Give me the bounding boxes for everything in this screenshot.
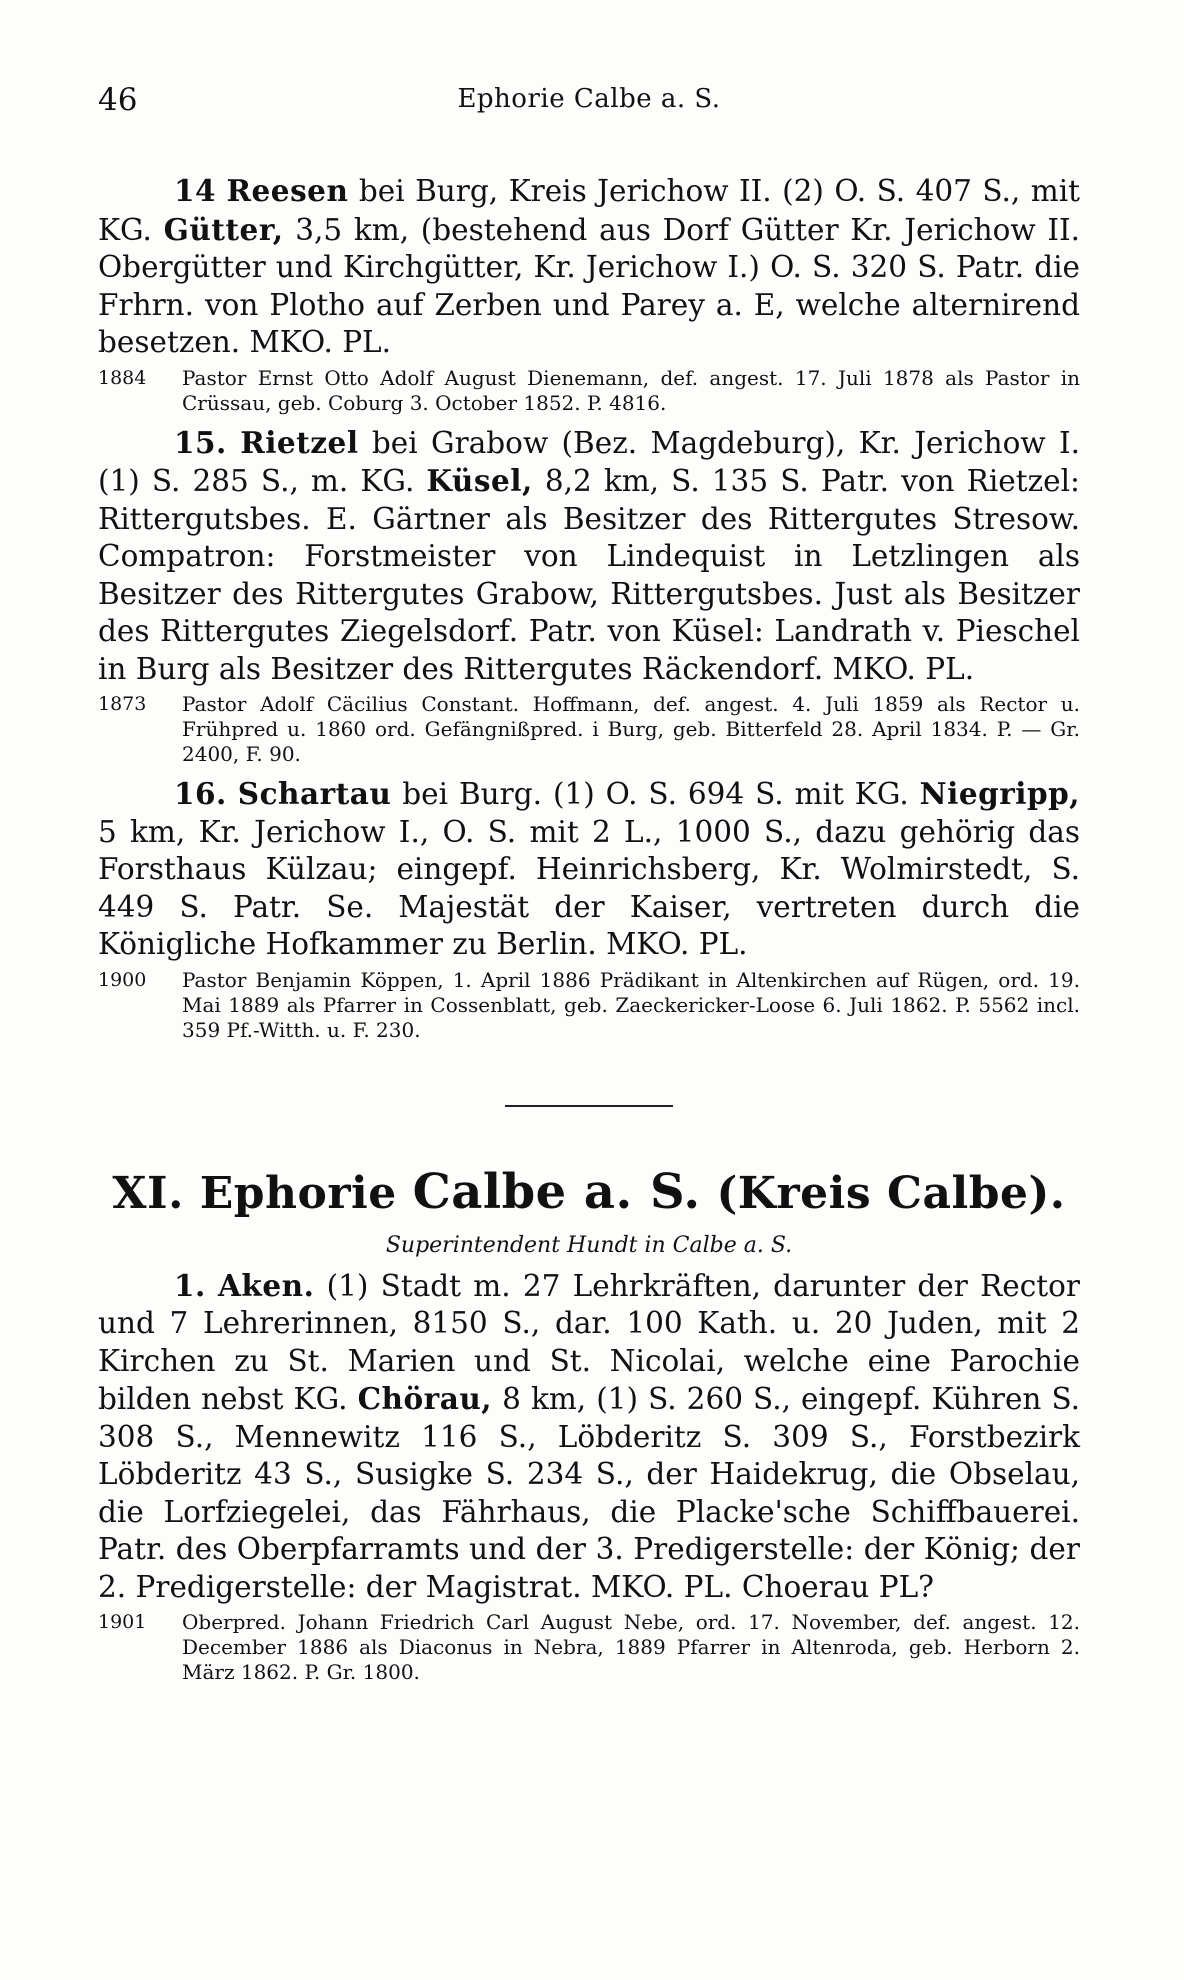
entry-body: bei Burg, Kreis Jerichow II. (2) O. S. 407 S., mit KG. — [98, 174, 1080, 247]
pastor-note — [98, 366, 1080, 416]
pastor-text: Pastor Benjamin Köppen, 1. April 1886 Prädikant in Altenkirchen auf Rügen, ord. 19. Mai 1889 als Pfarrer in Cossenblatt, geb. Zaeckericker-Loose 6. Juli 1862. P. 5562 incl. 359 Pf.-Witth. u. F. 230. — [182, 967, 1080, 1042]
parish-entry — [98, 1267, 1080, 1686]
section-title-suffix: (Kreis Calbe). — [700, 1167, 1066, 1219]
section-title-place: Calbe a. S. — [412, 1163, 701, 1220]
entry-subparish: Chörau, — [357, 1381, 493, 1416]
entry-body-continued: 8,2 km, S. 135 S. Patr. von Rietzel: Rittergutsbes. E. Gärtner als Besitzer des Rittergutes Stresow. Compatron: Forstmeister von Lindequist in Letzlingen als Besitzer des Rittergutes Grabow, Rittergutsbes. Just als Besitzer des Rittergutes Ziegelsdorf. Patr. von Küsel: Landrath v. Pieschel in Burg als Besitzer des Rittergutes Räckendorf. MKO. PL. — [98, 464, 1080, 686]
section-title-prefix: XI. Ephorie — [112, 1167, 413, 1219]
parish-entry — [98, 775, 1080, 1043]
entry-body: bei Grabow (Bez. Magdeburg), Kr. Jerichow I. (1) S. 285 S., m. KG. — [98, 425, 1080, 498]
pastor-year: 1900 — [98, 968, 147, 991]
entry-subparish: Küsel, — [426, 463, 533, 498]
entry-body-continued: 8 km, (1) S. 260 S., eingepf. Kühren S. 308 S., Mennewitz 116 S., Löbderitz S. 309 S., Forstbezirk Löbderitz 43 S., Susigke S. 234 S., der Haidekrug, die Obselau, die Lorfziegelei, das Fährhaus, die Placke'sche Schiffbauerei. Patr. des Oberpfarramts und der 3. Predigerstelle: der König; der 2. Predigerstelle: der Magistrat. MKO. PL. Choerau PL? — [98, 1382, 1080, 1604]
entry-number: 15. — [174, 424, 227, 460]
entry-body-continued: 3,5 km, (bestehend aus Dorf Gütter Kr. Jerichow II. Obergütter und Kirchgütter, Kr. Jerichow I.) O. S. 320 S. Patr. die Frhrn. von Plotho auf Zerben und Parey a. E, welche alternirend besetzen. MKO. PL. — [98, 212, 1081, 359]
entry-text — [98, 424, 1080, 689]
pastor-year: 1901 — [98, 1611, 147, 1633]
parish-entry — [98, 424, 1080, 768]
entry-text — [98, 172, 1080, 362]
entry-subparish: Gütter, — [163, 211, 284, 247]
entry-number: 1. — [174, 1267, 206, 1303]
section-title — [98, 1165, 1080, 1221]
pastor-text: Oberpred. Johann Friedrich Carl August Nebe, ord. 17. November, def. angest. 12. December 1886 als Diaconus in Nebra, 1889 Pfarrer in Altenroda, geb. Herborn 2. März 1862. P. Gr. 1800. — [182, 1610, 1080, 1684]
parish-entry — [98, 172, 1080, 416]
pastor-note — [98, 968, 1080, 1043]
entry-body-continued: 5 km, Kr. Jerichow I., O. S. mit 2 L., 1000 S., dazu gehörig das Forsthaus Külzau; eingepf. Heinrichsberg, Kr. Wolmirstedt, S. 449 S. Patr. Se. Majestät der Kaiser, vertreten durch die Königliche Hofkammer zu Berlin. MKO. PL. — [98, 814, 1080, 961]
entry-body: bei Burg. (1) O. S. 694 S. mit KG. — [391, 777, 920, 811]
entry-name: Schartau — [237, 776, 392, 811]
entry-name: Reesen — [226, 173, 349, 208]
pastor-text: Pastor Adolf Cäcilius Constant. Hoffmann, def. angest. 4. Juli 1859 als Rector u. Frühpred u. 1860 ord. Gefängnißpred. i Burg, geb. Bitterfeld 28. April 1834. P. — Gr. 2400, F. 90. — [182, 692, 1080, 766]
pastor-year: 1884 — [98, 366, 147, 389]
pastor-note — [98, 692, 1080, 767]
running-head — [98, 82, 1080, 122]
superintendent-line: Superintendent Hundt in Calbe a. S. — [385, 1232, 793, 1258]
section-divider — [505, 1105, 673, 1107]
running-title: Ephorie Calbe a. S. — [457, 84, 721, 114]
entry-name: Aken. — [218, 1267, 315, 1303]
entry-subparish: Niegripp, — [919, 776, 1080, 811]
page-number: 46 — [98, 82, 138, 118]
page-content — [98, 172, 1080, 1693]
entry-name: Rietzel — [240, 424, 359, 460]
pastor-text: Pastor Ernst Otto Adolf August Dienemann, def. angest. 17. Juli 1878 als Pastor in Crüssau, geb. Coburg 3. October 1852. P. 4816. — [182, 365, 1080, 415]
entry-text — [98, 1267, 1080, 1607]
entry-number: 16. — [174, 776, 227, 811]
pastor-year: 1873 — [98, 693, 147, 715]
entry-body: (1) Stadt m. 27 Lehrkräften, darunter der Rector und 7 Lehrerinnen, 8150 S., dar. 100 Kath. u. 20 Juden, mit 2 Kirchen zu St. Marien und St. Nicolai, welche eine Parochie bilden nebst KG. — [98, 1268, 1080, 1416]
entry-number: 14 — [174, 173, 217, 208]
pastor-note — [98, 1610, 1080, 1685]
entry-text — [98, 775, 1080, 964]
